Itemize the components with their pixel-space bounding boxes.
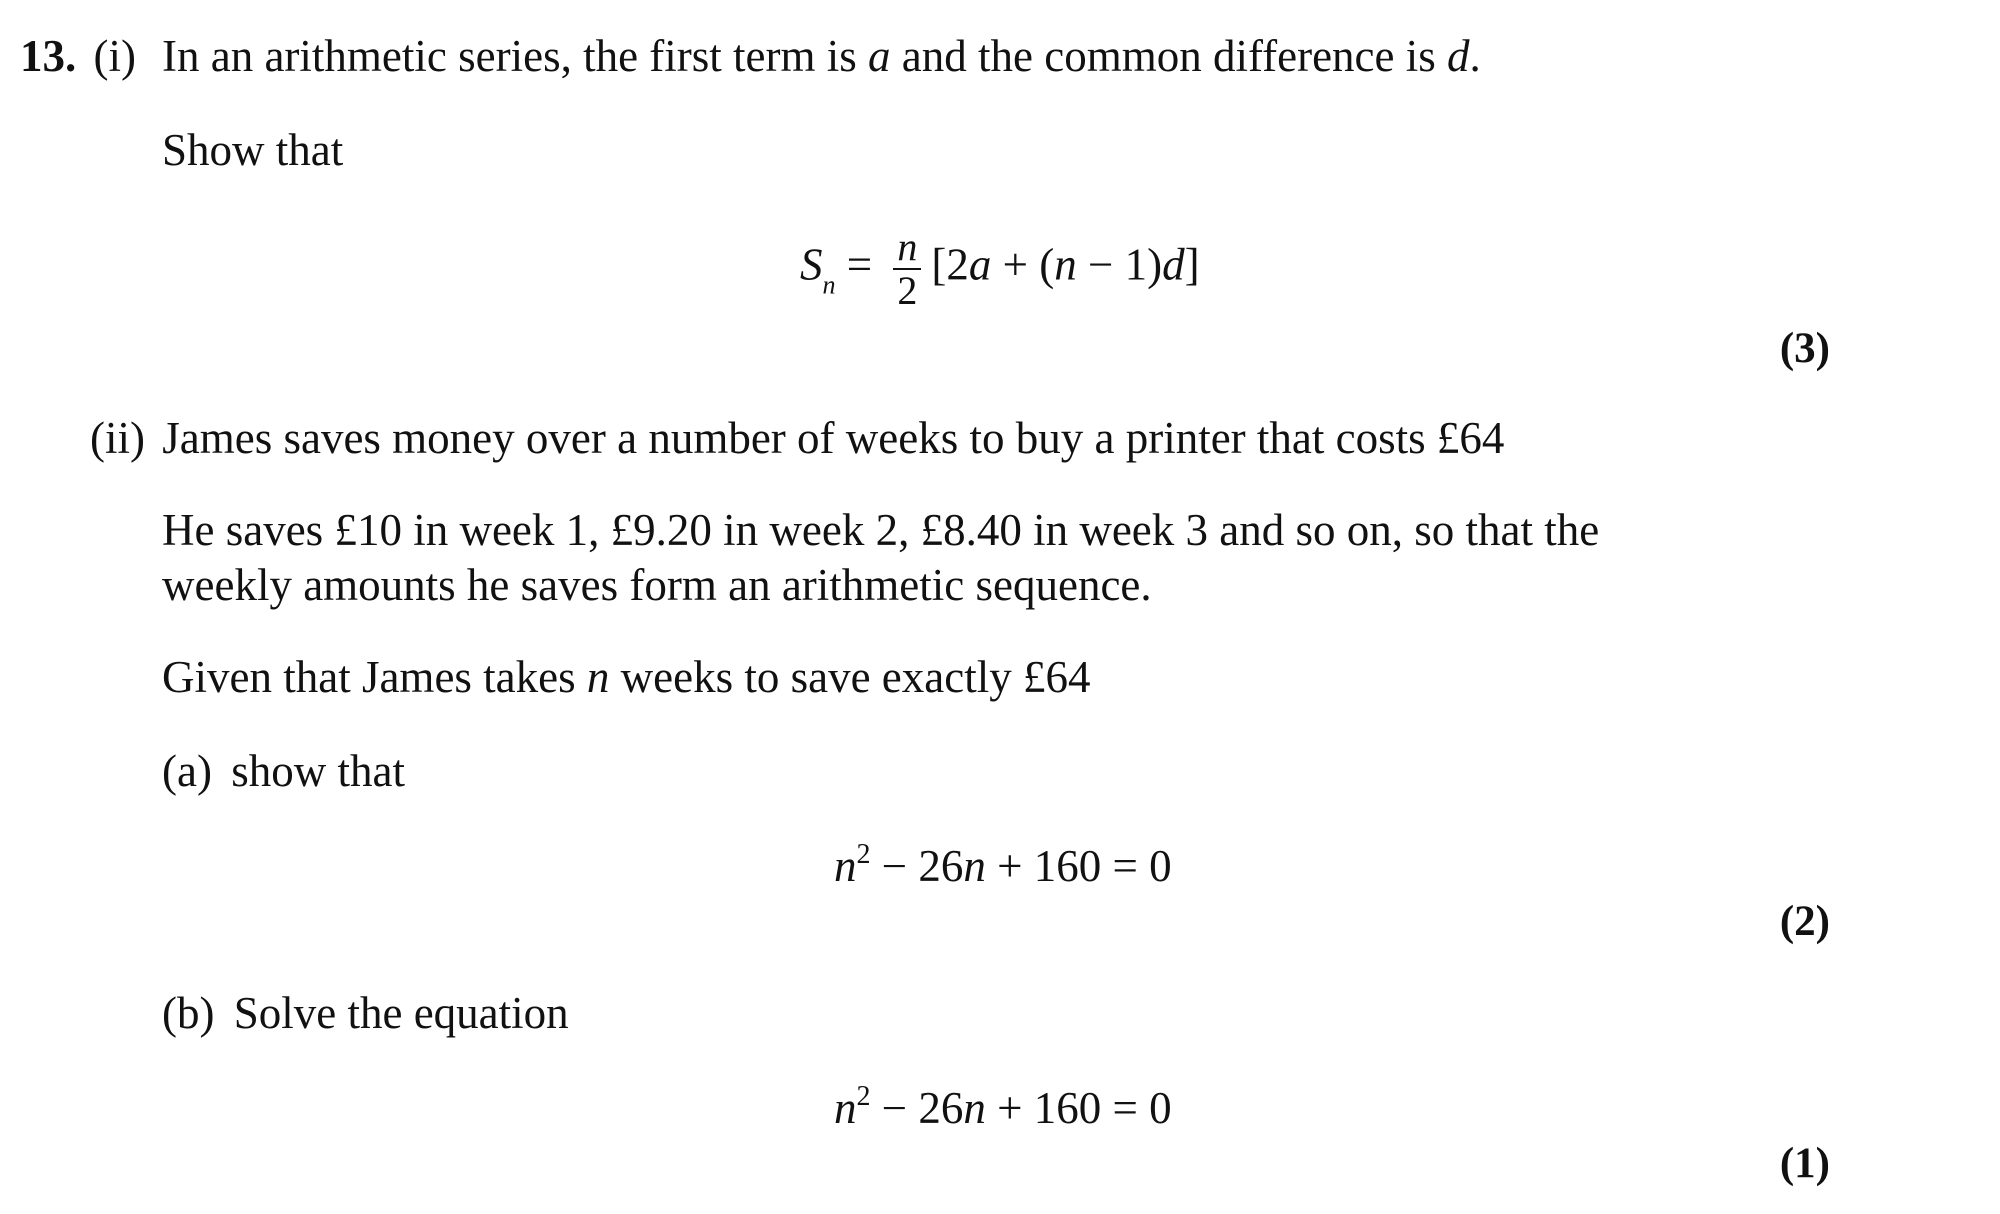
given-var-n: n	[586, 652, 610, 702]
formula-n: n	[1054, 239, 1077, 290]
part-b-line	[162, 988, 569, 1038]
question-number: 13.	[20, 31, 77, 81]
eq-b-exponent: 2	[856, 1081, 871, 1112]
formula-subscript-n: n	[822, 270, 836, 300]
formula-d: d	[1162, 239, 1185, 290]
given-text-2: weeks to save exactly £64	[609, 652, 1091, 702]
formula-fraction	[893, 226, 921, 312]
eq-b-end: + 160 = 0	[985, 1083, 1172, 1133]
fraction-denominator: 2	[897, 268, 918, 313]
part-ii-text-2: He saves £10 in week 1, £9.20 in week 2, £8.40 in week 3 and so on, so that the	[162, 505, 1600, 555]
part-a-line	[162, 746, 405, 796]
formula-equals: =	[835, 239, 884, 290]
part-b-equation	[834, 1081, 1172, 1133]
intro-text-1: In an arithmetic series, the first term is	[162, 31, 869, 81]
eq-a-exponent: 2	[856, 839, 871, 870]
eq-b-n2: n	[963, 1083, 986, 1133]
marks-part-a: (2)	[1779, 898, 1830, 945]
intro-text-2: and the common difference is	[890, 31, 1448, 81]
show-that-text: Show that	[162, 125, 344, 175]
eq-b-mid: − 26	[870, 1083, 964, 1133]
part-i-label: (i)	[93, 31, 136, 81]
formula-plus-open: + (	[991, 239, 1055, 290]
part-a-equation	[834, 839, 1172, 891]
part-ii-first-line	[90, 413, 1505, 463]
part-a-text: show that	[231, 746, 405, 796]
part-i-intro	[162, 31, 1481, 81]
given-text	[162, 652, 1091, 702]
part-ii-text-3: weekly amounts he saves form an arithmetic sequence.	[162, 560, 1152, 610]
part-ii-label: (ii)	[90, 413, 145, 463]
formula-a: a	[968, 239, 992, 290]
formula-minus-one: − 1)	[1076, 239, 1163, 290]
eq-a-n2: n	[963, 841, 986, 891]
intro-text-3: .	[1469, 31, 1481, 81]
given-text-1: Given that James takes	[162, 652, 587, 702]
sum-formula	[800, 226, 1200, 312]
var-d: d	[1447, 31, 1470, 81]
formula-s: S	[800, 239, 823, 290]
question-header-line	[20, 31, 136, 81]
eq-a-end: + 160 = 0	[985, 841, 1172, 891]
var-a: a	[868, 31, 891, 81]
fraction-numerator: n	[893, 226, 921, 270]
part-ii-text-1: James saves money over a number of weeks to buy a printer that costs £64	[162, 413, 1505, 463]
part-a-label: (a)	[162, 746, 212, 796]
marks-part-i: (3)	[1779, 325, 1830, 372]
formula-bracket-open: [2	[931, 239, 969, 290]
marks-part-b: (1)	[1779, 1140, 1830, 1187]
formula-bracket-close: ]	[1184, 239, 1200, 290]
eq-a-n: n	[834, 841, 857, 891]
part-b-label: (b)	[162, 988, 215, 1038]
eq-a-mid: − 26	[870, 841, 964, 891]
part-b-text: Solve the equation	[233, 988, 569, 1038]
eq-b-n: n	[834, 1083, 857, 1133]
